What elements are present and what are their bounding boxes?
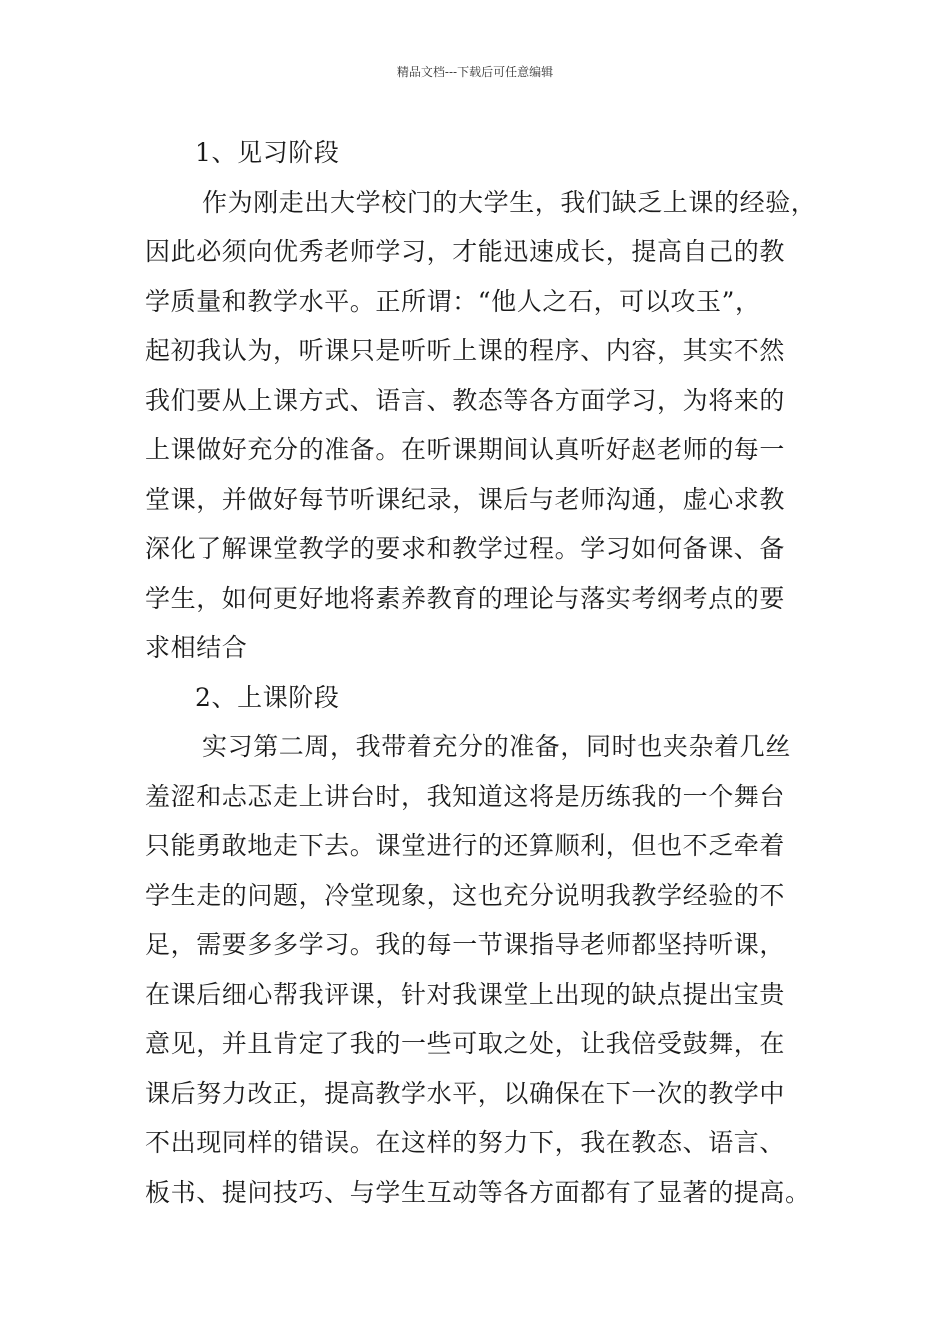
paragraph-line: 实习第二周，我带着充分的准备，同时也夹杂着几丝 xyxy=(202,732,791,761)
paragraph-line: 只能勇敢地走下去。课堂进行的还算顺利，但也不乏牵着 xyxy=(145,831,786,860)
paragraph-line: 上课做好充分的准备。在听课期间认真听好赵老师的每一 xyxy=(145,435,786,464)
document-body xyxy=(145,128,835,1217)
paragraph-line: 起初我认为，听课只是听听上课的程序、内容，其实不然 xyxy=(145,336,786,365)
paragraph-line: 学生走的问题，冷堂现象，这也充分说明我教学经验的不 xyxy=(145,880,786,910)
paragraph-line: 羞涩和忐忑走上讲台时，我知道这将是历练我的一个舞台 xyxy=(145,781,786,811)
paragraph-line: 学质量和教学水平。正所谓：“他人之石，可以攻玉”， xyxy=(145,286,761,316)
paragraph-line: 作为刚走出大学校门的大学生，我们缺乏上课的经验， xyxy=(202,187,817,217)
paragraph-line: 堂课，并做好每节听课纪录，课后与老师沟通，虚心求教 xyxy=(145,484,786,514)
paragraph-line: 求相结合 xyxy=(145,633,248,662)
paragraph-line: 深化了解课堂教学的要求和教学过程。学习如何备课、备 xyxy=(145,534,786,563)
page-header: 精品文档---下载后可任意编辑 xyxy=(396,65,554,79)
paragraph-line: 在课后细心帮我评课，针对我课堂上出现的缺点提出宝贵 xyxy=(145,979,786,1009)
section-heading-2: 2、上课阶段 xyxy=(195,682,340,712)
paragraph-line: 板书、提问技巧、与学生互动等各方面都有了显著的提高。 xyxy=(145,1177,811,1207)
paragraph-line: 课后努力改正，提高教学水平，以确保在下一次的教学中 xyxy=(145,1078,786,1108)
paragraph-line: 足，需要多多学习。我的每一节课指导老师都坚持听课， xyxy=(145,930,786,959)
paragraph-line: 意见，并且肯定了我的一些可取之处，让我倍受鼓舞，在 xyxy=(145,1029,786,1058)
paragraph-line: 因此必须向优秀老师学习，才能迅速成长，提高自己的教 xyxy=(145,237,786,266)
paragraph-line: 我们要从上课方式、语言、教态等各方面学习，为将来的 xyxy=(145,385,786,415)
section-heading-1: 1、见习阶段 xyxy=(195,138,340,167)
paragraph-line: 学生，如何更好地将素养教育的理论与落实考纲考点的要 xyxy=(145,583,786,613)
paragraph-line: 不出现同样的错误。在这样的努力下，我在教态、语言、 xyxy=(145,1128,786,1157)
